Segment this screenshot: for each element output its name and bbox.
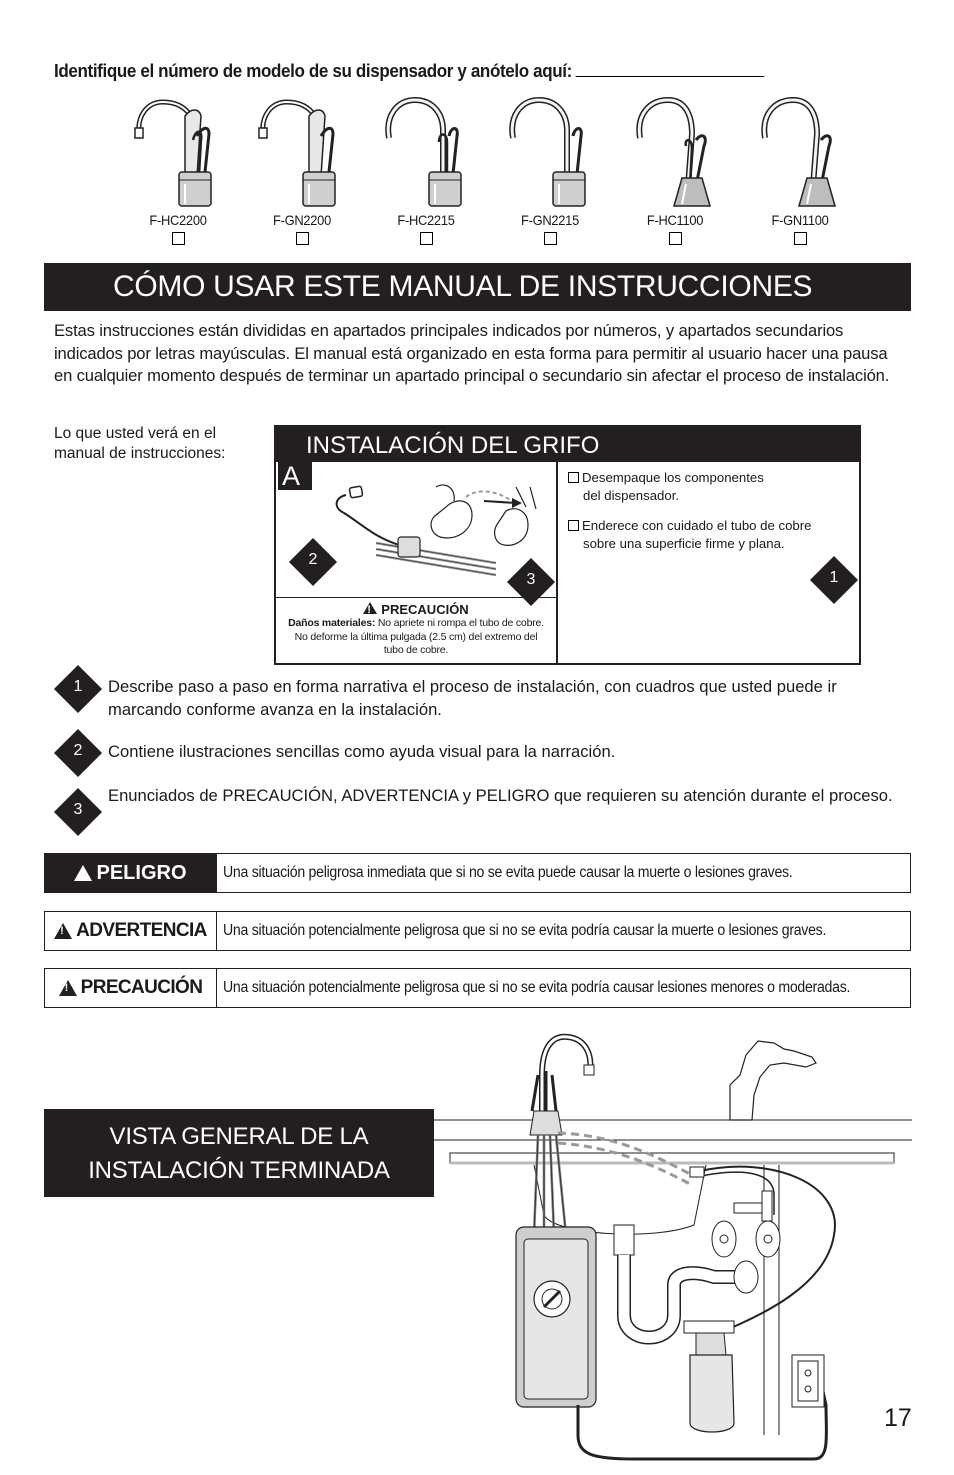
- hazard-text: Una situación potencialmente peligrosa que si no se evita podría causar la muerte o lesiones graves.: [223, 922, 827, 939]
- model-f-hc2200: [123, 96, 233, 256]
- sample-section-letter: A: [278, 462, 312, 490]
- sample-instruction-block: [274, 425, 861, 665]
- hazard-tag: ! PRECAUCIÓN: [45, 969, 217, 1007]
- hazard-text: Una situación potencialmente peligrosa que si no se evita podría causar lesiones menores o moderadas.: [223, 979, 851, 996]
- step-text: Describe paso a paso en forma narrativa el proceso de instalación, con cuadros que usted puede ir marcando conforme avanza en la instalación.: [108, 677, 837, 719]
- step-number: 3: [73, 801, 83, 818]
- model-label: F-GN2215: [521, 212, 579, 228]
- warning-triangle-icon: [54, 923, 72, 939]
- marker-3: 3: [526, 571, 536, 588]
- model-prompt-text: Identifique el número de modelo de su dispensador y anótelo aquí:: [54, 60, 572, 81]
- intro-paragraph: Estas instrucciones están divididas en apartados principales indicados por números, y apartados secundarios indicados por letras mayúsculas. El manual está organizado en esta forma para permitir al usuario hacer una pausa en cualquier momento después de terminar un apartado principal o secundario sin afectar el proceso de instalación.: [54, 321, 890, 385]
- page-number: 17: [884, 1404, 912, 1432]
- model-number-write-line: [576, 76, 765, 77]
- faucet-gooseneck-icon: [381, 96, 471, 208]
- installation-overview-illustration: [434, 1015, 914, 1465]
- faucet-victorian-icon: [257, 96, 347, 208]
- sample-label: Lo que usted verá en el manual de instrucciones:: [54, 425, 226, 462]
- model-f-gn2200: [247, 96, 357, 256]
- checkbox-icon[interactable]: [568, 520, 579, 531]
- faucet-slim-icon: [755, 96, 845, 208]
- model-label: F-HC2215: [397, 212, 455, 228]
- model-checkbox[interactable]: [544, 232, 557, 245]
- faucet-slim-icon: [630, 96, 720, 208]
- sample-check-2: Enderece con cuidado el tubo de cobre sobre una superficie firme y plana.: [568, 517, 811, 553]
- sample-check-1: Desempaque los componentes del dispensador.: [568, 469, 764, 505]
- section-banner: CÓMO USAR ESTE MANUAL DE INSTRUCCIONES: [44, 263, 911, 311]
- faucet-gooseneck-icon: [505, 96, 595, 208]
- model-checkbox[interactable]: [172, 232, 185, 245]
- hazard-danger: [44, 853, 911, 893]
- model-f-gn2215: [495, 96, 605, 256]
- model-f-hc2215: [371, 96, 481, 256]
- model-label: F-GN2200: [273, 212, 331, 228]
- hazard-tag: ! PELIGRO: [45, 854, 217, 892]
- checkbox-icon[interactable]: [568, 472, 579, 483]
- sample-divider: [556, 462, 558, 665]
- hazard-text: Una situación peligrosa inmediata que si no se evita puede causar la muerte o lesiones graves.: [223, 864, 793, 881]
- model-checkbox[interactable]: [794, 232, 807, 245]
- model-label: F-GN1100: [771, 212, 829, 228]
- model-label: F-HC1100: [646, 212, 704, 228]
- model-checkbox[interactable]: [420, 232, 433, 245]
- model-f-gn1100: [745, 96, 855, 256]
- hazard-warning: [44, 911, 911, 951]
- hazard-tag: ! ADVERTENCIA: [45, 912, 217, 950]
- sample-caution: !PRECAUCIÓN Daños materiales: No apriete ni rompa el tubo de cobre. No deforme la última pulgada (2.5 cm) del extremo del tubo de cobre.: [276, 597, 556, 665]
- model-number-prompt: [54, 60, 764, 82]
- step-number: 1: [73, 678, 83, 695]
- model-checkbox[interactable]: [669, 232, 682, 245]
- model-f-hc1100: [620, 96, 730, 256]
- warning-triangle-icon: [74, 865, 92, 881]
- faucet-victorian-icon: [133, 96, 223, 208]
- step-number: 2: [73, 742, 83, 759]
- step-text: Contiene ilustraciones sencillas como ayuda visual para la narración.: [108, 742, 616, 761]
- marker-2: 2: [308, 551, 318, 568]
- model-checkbox[interactable]: [296, 232, 309, 245]
- step-text: Enunciados de PRECAUCIÓN, ADVERTENCIA y PELIGRO que requieren su atención durante el proceso.: [108, 786, 893, 805]
- warning-triangle-icon: [363, 602, 377, 614]
- hazard-caution: [44, 968, 911, 1008]
- overview-title: VISTA GENERAL DE LA INSTALACIÓN TERMINADA: [44, 1109, 434, 1197]
- sample-title: INSTALACIÓN DEL GRIFO: [276, 427, 859, 462]
- warning-triangle-icon: [59, 980, 77, 996]
- marker-1: 1: [829, 569, 839, 586]
- model-label: F-HC2200: [149, 212, 207, 228]
